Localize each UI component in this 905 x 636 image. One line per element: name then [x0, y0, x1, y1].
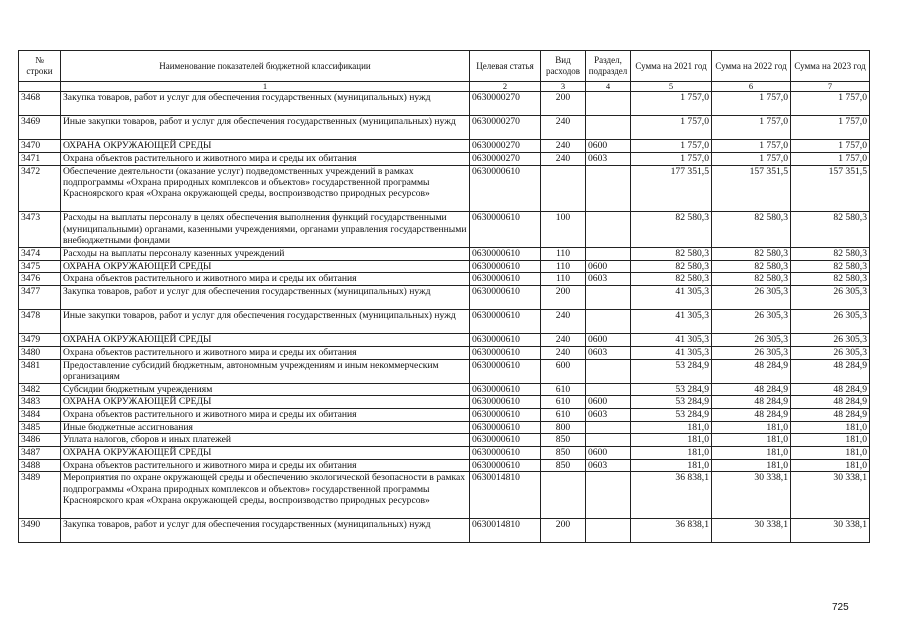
expense-type: 610 — [541, 409, 586, 422]
indicator-name: Охрана объектов растительного и животного мира и среды их обитания — [61, 273, 470, 286]
sum-2021: 41 305,3 — [631, 334, 712, 347]
expense-type: 240 — [541, 346, 586, 359]
table-row — [19, 260, 870, 273]
row-number: 3477 — [19, 286, 61, 310]
expense-type: 800 — [541, 421, 586, 434]
column-number: 5 — [631, 82, 712, 92]
indicator-name: Закупка товаров, работ и услуг для обеспечения государственных (муниципальных) нужд — [61, 92, 470, 116]
row-number: 3481 — [19, 359, 61, 383]
table-row — [19, 212, 870, 248]
table-row — [19, 359, 870, 383]
sum-2021: 41 305,3 — [631, 346, 712, 359]
section-code — [586, 519, 631, 543]
indicator-name: Иные бюджетные ассигнования — [61, 421, 470, 434]
table-row — [19, 472, 870, 519]
row-number: 3474 — [19, 247, 61, 260]
sum-2021: 177 351,5 — [631, 165, 712, 212]
sum-2021: 36 838,1 — [631, 519, 712, 543]
column-number: 4 — [586, 82, 631, 92]
sum-2022: 181,0 — [712, 447, 791, 460]
row-number: 3475 — [19, 260, 61, 273]
section-code — [586, 359, 631, 383]
section-code: 0600 — [586, 334, 631, 347]
indicator-name: Субсидии бюджетным учреждениям — [61, 383, 470, 396]
sum-2023: 26 305,3 — [791, 346, 870, 359]
column-number: 1 — [61, 82, 470, 92]
sum-2022: 181,0 — [712, 459, 791, 472]
section-code — [586, 383, 631, 396]
indicator-name: Закупка товаров, работ и услуг для обеспечения государственных (муниципальных) нужд — [61, 519, 470, 543]
header-expense-type: Вид расходов — [541, 51, 586, 82]
table-row — [19, 310, 870, 334]
sum-2023: 181,0 — [791, 447, 870, 460]
sum-2021: 36 838,1 — [631, 472, 712, 519]
sum-2023: 26 305,3 — [791, 310, 870, 334]
expense-type: 850 — [541, 447, 586, 460]
sum-2022: 1 757,0 — [712, 140, 791, 153]
table-body — [19, 92, 870, 543]
column-number: 6 — [712, 82, 791, 92]
sum-2022: 82 580,3 — [712, 212, 791, 248]
sum-2021: 41 305,3 — [631, 310, 712, 334]
table-row — [19, 434, 870, 447]
sum-2022: 48 284,9 — [712, 409, 791, 422]
sum-2023: 82 580,3 — [791, 247, 870, 260]
sum-2023: 48 284,9 — [791, 359, 870, 383]
section-code: 0603 — [586, 346, 631, 359]
table-row — [19, 396, 870, 409]
sum-2023: 157 351,5 — [791, 165, 870, 212]
target-article: 0630014810 — [470, 472, 541, 519]
row-number: 3468 — [19, 92, 61, 116]
sum-2022: 181,0 — [712, 421, 791, 434]
sum-2021: 1 757,0 — [631, 152, 712, 165]
expense-type — [541, 165, 586, 212]
indicator-name: Предоставление субсидий бюджетным, автономным учреждениям и иным некоммерческим организациям — [61, 359, 470, 383]
row-number: 3486 — [19, 434, 61, 447]
header-sum-2023: Сумма на 2023 год — [791, 51, 870, 82]
indicator-name: Закупка товаров, работ и услуг для обеспечения государственных (муниципальных) нужд — [61, 286, 470, 310]
row-number: 3479 — [19, 334, 61, 347]
sum-2022: 157 351,5 — [712, 165, 791, 212]
target-article: 0630000610 — [470, 165, 541, 212]
target-article: 0630000610 — [470, 383, 541, 396]
expense-type: 240 — [541, 116, 586, 140]
header-target-article: Целевая статья — [470, 51, 541, 82]
header-section: Раздел, подраздел — [586, 51, 631, 82]
sum-2023: 1 757,0 — [791, 140, 870, 153]
row-number: 3488 — [19, 459, 61, 472]
sum-2021: 181,0 — [631, 459, 712, 472]
target-article: 0630000270 — [470, 116, 541, 140]
sum-2022: 30 338,1 — [712, 519, 791, 543]
table-row — [19, 346, 870, 359]
section-code — [586, 92, 631, 116]
section-code: 0603 — [586, 273, 631, 286]
sum-2023: 30 338,1 — [791, 472, 870, 519]
section-code — [586, 434, 631, 447]
indicator-name: ОХРАНА ОКРУЖАЮЩЕЙ СРЕДЫ — [61, 260, 470, 273]
sum-2021: 1 757,0 — [631, 140, 712, 153]
sum-2022: 82 580,3 — [712, 273, 791, 286]
section-code — [586, 472, 631, 519]
sum-2021: 181,0 — [631, 434, 712, 447]
target-article: 0630000610 — [470, 409, 541, 422]
header-sum-2022: Сумма на 2022 год — [712, 51, 791, 82]
indicator-name: Иные закупки товаров, работ и услуг для обеспечения государственных (муниципальных) нужд — [61, 116, 470, 140]
sum-2022: 26 305,3 — [712, 310, 791, 334]
sum-2023: 1 757,0 — [791, 116, 870, 140]
sum-2022: 1 757,0 — [712, 116, 791, 140]
sum-2023: 48 284,9 — [791, 396, 870, 409]
section-code — [586, 247, 631, 260]
expense-type: 200 — [541, 519, 586, 543]
table-row — [19, 165, 870, 212]
row-number: 3482 — [19, 383, 61, 396]
expense-type: 240 — [541, 334, 586, 347]
section-code — [586, 421, 631, 434]
row-number: 3472 — [19, 165, 61, 212]
row-number: 3485 — [19, 421, 61, 434]
indicator-name: Охрана объектов растительного и животного мира и среды их обитания — [61, 152, 470, 165]
sum-2023: 181,0 — [791, 459, 870, 472]
expense-type: 850 — [541, 459, 586, 472]
sum-2021: 53 284,9 — [631, 396, 712, 409]
row-number: 3469 — [19, 116, 61, 140]
indicator-name: ОХРАНА ОКРУЖАЮЩЕЙ СРЕДЫ — [61, 334, 470, 347]
row-number: 3470 — [19, 140, 61, 153]
target-article: 0630000610 — [470, 260, 541, 273]
sum-2022: 82 580,3 — [712, 247, 791, 260]
sum-2021: 181,0 — [631, 447, 712, 460]
target-article: 0630000610 — [470, 421, 541, 434]
expense-type: 610 — [541, 383, 586, 396]
sum-2021: 1 757,0 — [631, 92, 712, 116]
row-number: 3489 — [19, 472, 61, 519]
target-article: 0630000610 — [470, 247, 541, 260]
sum-2023: 48 284,9 — [791, 409, 870, 422]
header-indicator-name: Наименование показателей бюджетной классификации — [61, 51, 470, 82]
table-row — [19, 273, 870, 286]
sum-2021: 181,0 — [631, 421, 712, 434]
table-row — [19, 421, 870, 434]
row-number: 3480 — [19, 346, 61, 359]
indicator-name: Охрана объектов растительного и животного мира и среды их обитания — [61, 346, 470, 359]
indicator-name: Охрана объектов растительного и животного мира и среды их обитания — [61, 409, 470, 422]
expense-type: 110 — [541, 247, 586, 260]
section-code — [586, 286, 631, 310]
sum-2022: 26 305,3 — [712, 346, 791, 359]
sum-2023: 26 305,3 — [791, 334, 870, 347]
indicator-name: Расходы на выплаты персоналу казенных учреждений — [61, 247, 470, 260]
table-row — [19, 116, 870, 140]
sum-2022: 26 305,3 — [712, 334, 791, 347]
sum-2021: 53 284,9 — [631, 359, 712, 383]
indicator-name: Иные закупки товаров, работ и услуг для обеспечения государственных (муниципальных) нужд — [61, 310, 470, 334]
expense-type: 850 — [541, 434, 586, 447]
table-header — [19, 51, 870, 92]
expense-type: 110 — [541, 260, 586, 273]
sum-2021: 82 580,3 — [631, 212, 712, 248]
table-row — [19, 447, 870, 460]
sum-2022: 48 284,9 — [712, 359, 791, 383]
target-article: 0630000610 — [470, 359, 541, 383]
indicator-name: ОХРАНА ОКРУЖАЮЩЕЙ СРЕДЫ — [61, 396, 470, 409]
sum-2021: 82 580,3 — [631, 260, 712, 273]
column-number: 3 — [541, 82, 586, 92]
target-article: 0630000610 — [470, 334, 541, 347]
column-number: 7 — [791, 82, 870, 92]
row-number: 3483 — [19, 396, 61, 409]
indicator-name: ОХРАНА ОКРУЖАЮЩЕЙ СРЕДЫ — [61, 140, 470, 153]
table-row — [19, 409, 870, 422]
indicator-name: ОХРАНА ОКРУЖАЮЩЕЙ СРЕДЫ — [61, 447, 470, 460]
expense-type: 100 — [541, 212, 586, 248]
sum-2023: 1 757,0 — [791, 92, 870, 116]
sum-2023: 82 580,3 — [791, 260, 870, 273]
sum-2023: 48 284,9 — [791, 383, 870, 396]
target-article: 0630000610 — [470, 459, 541, 472]
sum-2022: 26 305,3 — [712, 286, 791, 310]
section-code: 0603 — [586, 152, 631, 165]
table-row — [19, 519, 870, 543]
sum-2023: 30 338,1 — [791, 519, 870, 543]
table-row — [19, 334, 870, 347]
sum-2022: 48 284,9 — [712, 396, 791, 409]
sum-2021: 82 580,3 — [631, 273, 712, 286]
target-article: 0630000270 — [470, 152, 541, 165]
sum-2023: 1 757,0 — [791, 152, 870, 165]
expense-type: 110 — [541, 273, 586, 286]
target-article: 0630000610 — [470, 447, 541, 460]
table-row — [19, 152, 870, 165]
sum-2023: 181,0 — [791, 421, 870, 434]
sum-2022: 82 580,3 — [712, 260, 791, 273]
row-number: 3478 — [19, 310, 61, 334]
target-article: 0630000610 — [470, 286, 541, 310]
table-row — [19, 286, 870, 310]
sum-2022: 48 284,9 — [712, 383, 791, 396]
sum-2022: 181,0 — [712, 434, 791, 447]
section-code: 0600 — [586, 260, 631, 273]
target-article: 0630000270 — [470, 92, 541, 116]
sum-2021: 82 580,3 — [631, 247, 712, 260]
header-row-number: № строки — [19, 51, 61, 82]
row-number: 3490 — [19, 519, 61, 543]
section-code: 0600 — [586, 396, 631, 409]
section-code: 0603 — [586, 409, 631, 422]
column-number: 2 — [470, 82, 541, 92]
sum-2021: 53 284,9 — [631, 383, 712, 396]
row-number: 3487 — [19, 447, 61, 460]
indicator-name: Уплата налогов, сборов и иных платежей — [61, 434, 470, 447]
section-code: 0600 — [586, 140, 631, 153]
expense-type: 240 — [541, 310, 586, 334]
sum-2021: 1 757,0 — [631, 116, 712, 140]
sum-2021: 41 305,3 — [631, 286, 712, 310]
expense-type: 240 — [541, 152, 586, 165]
sum-2022: 30 338,1 — [712, 472, 791, 519]
target-article: 0630000270 — [470, 140, 541, 153]
expense-type: 610 — [541, 396, 586, 409]
sum-2022: 1 757,0 — [712, 92, 791, 116]
target-article: 0630000610 — [470, 396, 541, 409]
section-code: 0600 — [586, 447, 631, 460]
sum-2023: 82 580,3 — [791, 273, 870, 286]
table-row — [19, 247, 870, 260]
expense-type: 600 — [541, 359, 586, 383]
table-row — [19, 92, 870, 116]
row-number: 3473 — [19, 212, 61, 248]
header-sum-2021: Сумма на 2021 год — [631, 51, 712, 82]
sum-2021: 53 284,9 — [631, 409, 712, 422]
table-row — [19, 383, 870, 396]
section-code — [586, 165, 631, 212]
row-number: 3476 — [19, 273, 61, 286]
expense-type: 240 — [541, 140, 586, 153]
sum-2023: 82 580,3 — [791, 212, 870, 248]
target-article: 0630000610 — [470, 346, 541, 359]
sum-2022: 1 757,0 — [712, 152, 791, 165]
table-row — [19, 459, 870, 472]
target-article: 0630000610 — [470, 212, 541, 248]
indicator-name: Расходы на выплаты персоналу в целях обеспечения выполнения функций государственными (муниципальными) органами, казенными учреждениями, органами управления государственными внебюджетными фондами — [61, 212, 470, 248]
row-number: 3484 — [19, 409, 61, 422]
expense-type — [541, 472, 586, 519]
section-code — [586, 116, 631, 140]
expense-type: 200 — [541, 286, 586, 310]
target-article: 0630000610 — [470, 273, 541, 286]
column-number — [19, 82, 61, 92]
table-row — [19, 140, 870, 153]
indicator-name: Обеспечение деятельности (оказание услуг) подведомственных учреждений в рамках подпрограммы «Охрана природных комплексов и объектов» государственной программы Красноярского края «Охрана окружающей среды, воспроизводство природных ресурсов» — [61, 165, 470, 212]
section-code — [586, 310, 631, 334]
sum-2023: 181,0 — [791, 434, 870, 447]
target-article: 0630000610 — [470, 434, 541, 447]
section-code: 0603 — [586, 459, 631, 472]
section-code — [586, 212, 631, 248]
sum-2023: 26 305,3 — [791, 286, 870, 310]
target-article: 0630000610 — [470, 310, 541, 334]
expense-type: 200 — [541, 92, 586, 116]
indicator-name: Мероприятия по охране окружающей среды и обеспечению экологической безопасности в рамках подпрограммы «Охрана природных комплексов и объектов» государственной программы Красноярского края «Охрана окружающей среды, воспроизводство природных ресурсов» — [61, 472, 470, 519]
indicator-name: Охрана объектов растительного и животного мира и среды их обитания — [61, 459, 470, 472]
row-number: 3471 — [19, 152, 61, 165]
target-article: 0630014810 — [470, 519, 541, 543]
budget-table — [18, 50, 870, 543]
page-number: 725 — [832, 602, 849, 613]
